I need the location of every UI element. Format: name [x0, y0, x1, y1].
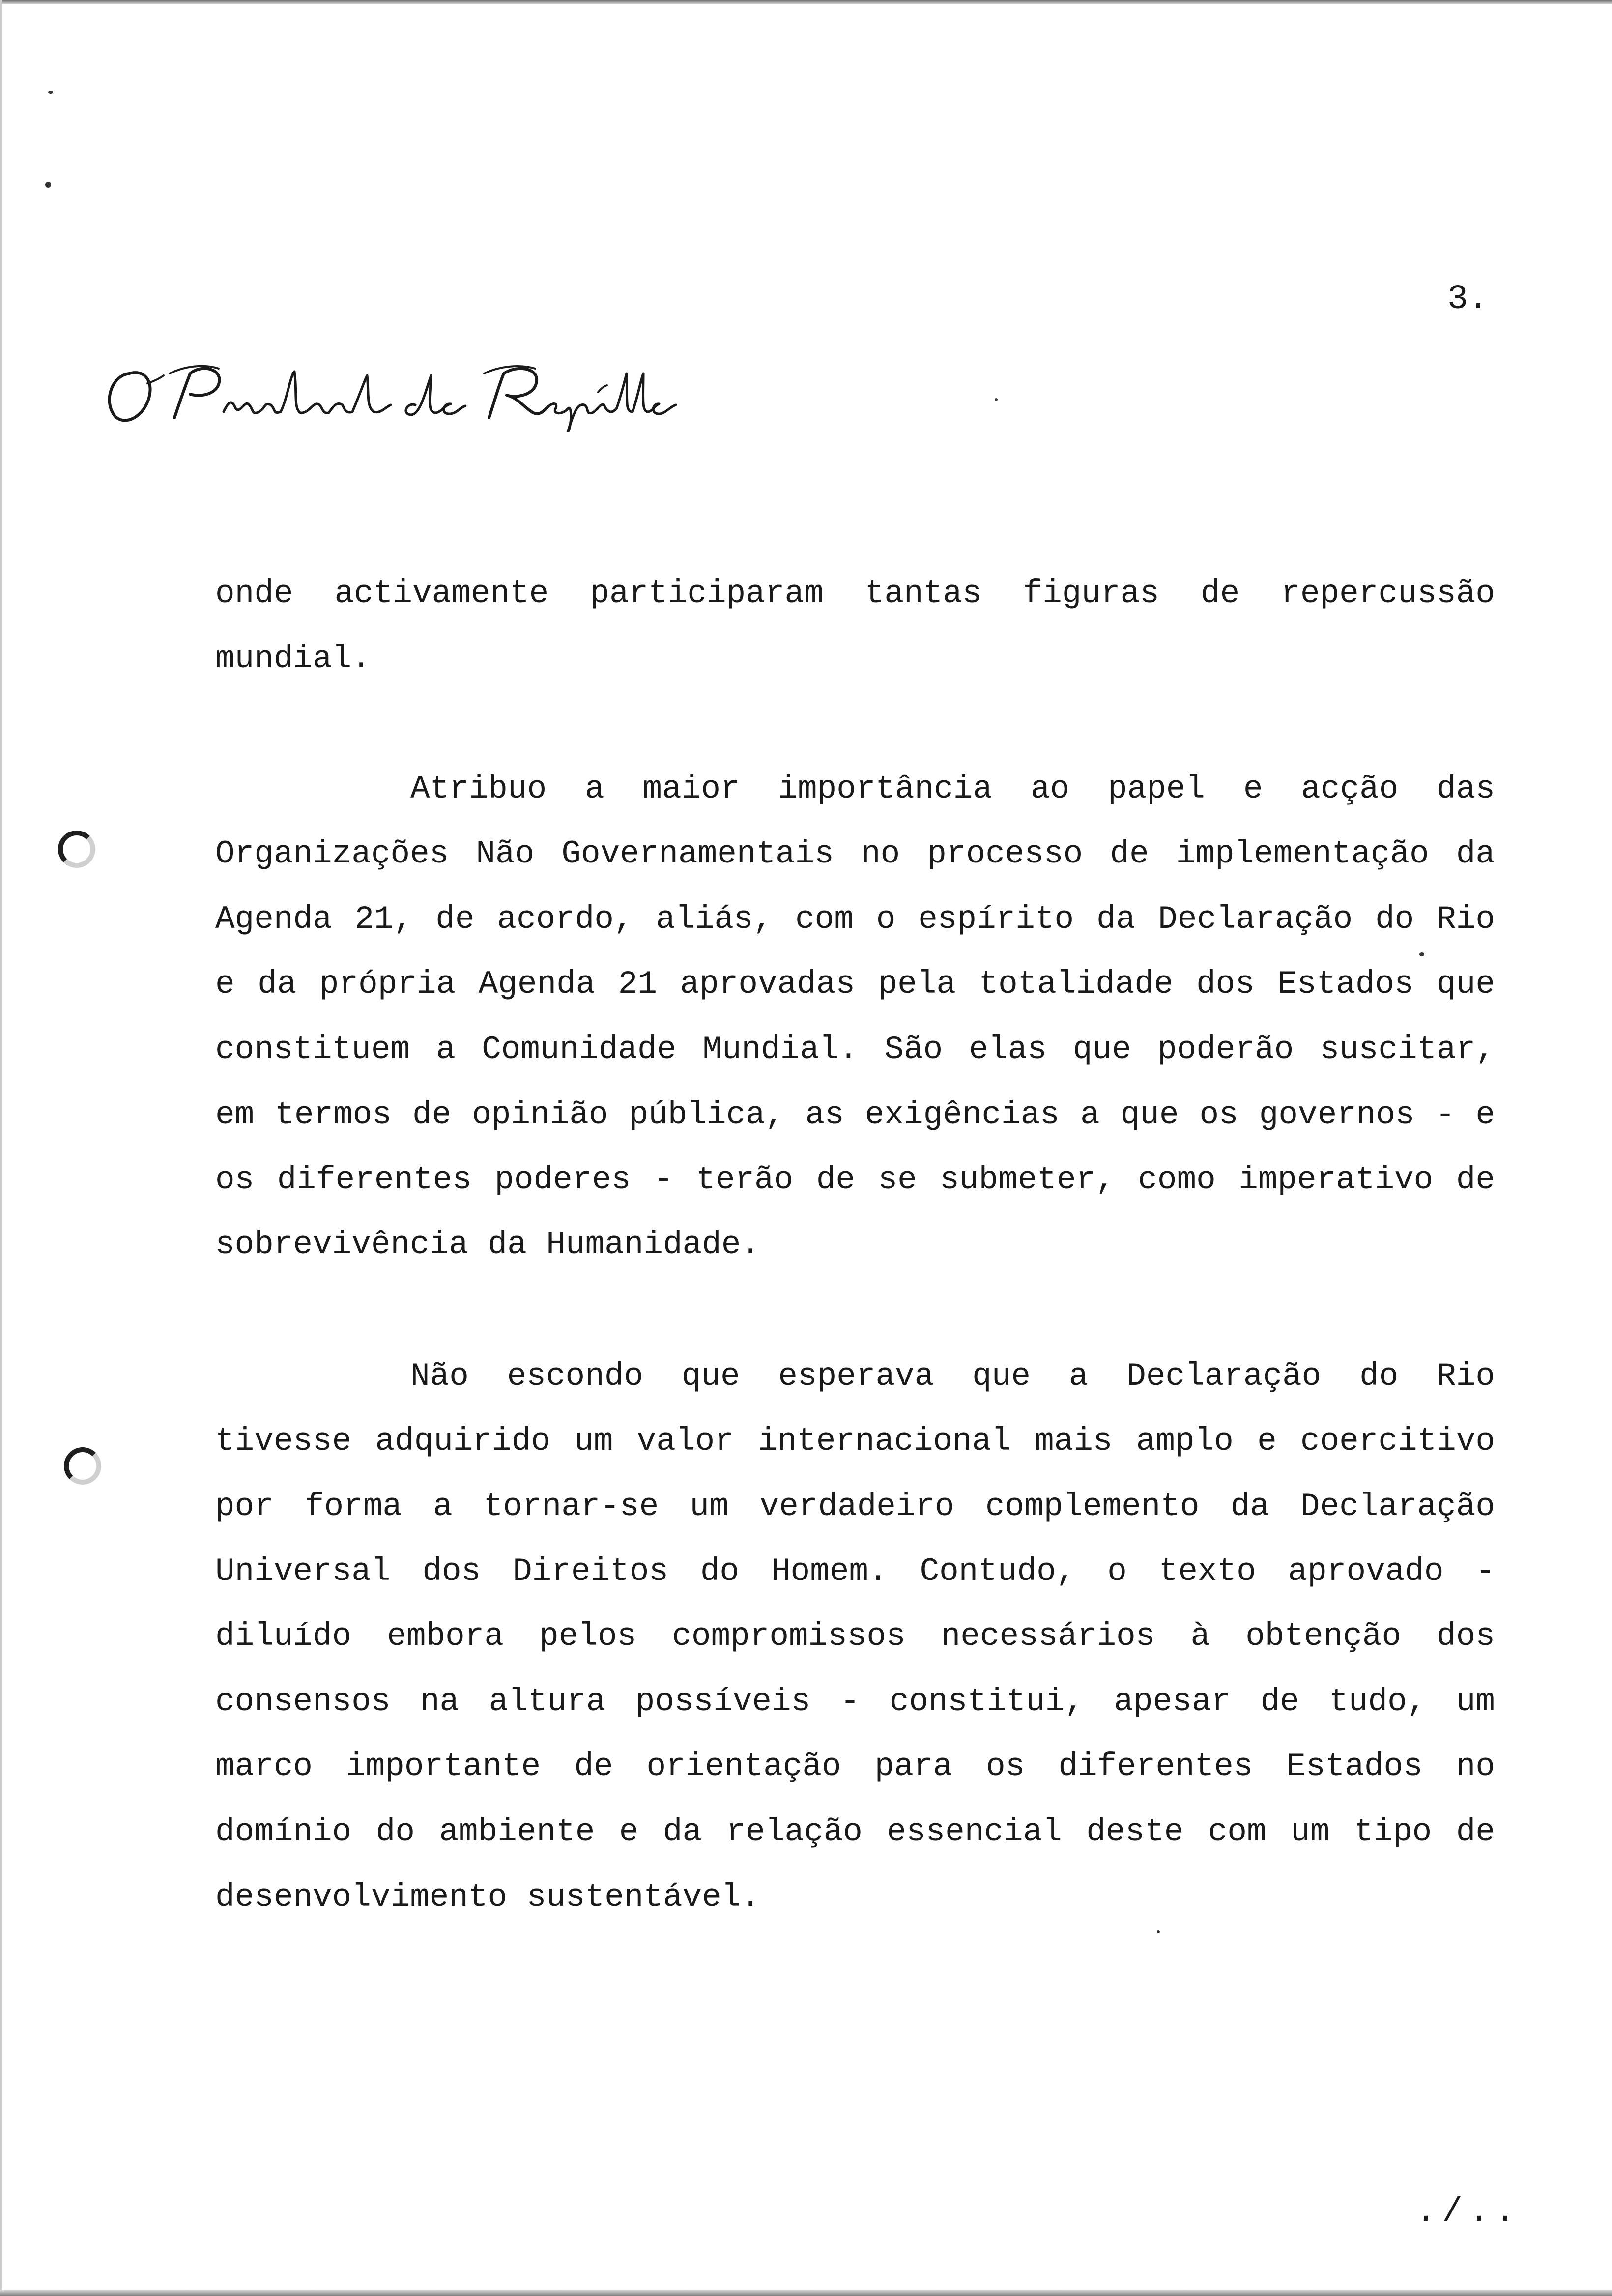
letterhead-signature [101, 354, 681, 435]
scan-top-edge [0, 0, 1612, 4]
text-line: domínio do ambiente e da relação essencial deste com um tipo de [215, 1813, 1495, 1850]
punch-hole [64, 1447, 101, 1485]
text-line: Não escondo que esperava que a Declaração do Rio [410, 1358, 1495, 1395]
scan-left-edge [0, 0, 2, 2296]
text-line: e da própria Agenda 21 aprovadas pela totalidade dos Estados que [215, 966, 1495, 1003]
page-number: 3. [1447, 280, 1489, 319]
text-line: os diferentes poderes - terão de se submeter, como imperativo de [215, 1161, 1495, 1198]
continuation-mark: ./.. [1415, 2193, 1522, 2232]
text-line: desenvolvimento sustentável. [215, 1879, 760, 1916]
scan-speck [995, 398, 998, 401]
scan-speck [48, 91, 53, 94]
scan-speck [1419, 952, 1424, 956]
text-line: Universal dos Direitos do Homem. Contudo, o texto aprovado - [215, 1553, 1495, 1590]
text-line: constituem a Comunidade Mundial. São elas que poderão suscitar, [215, 1031, 1495, 1068]
letterhead-script-image [101, 354, 681, 432]
text-line: Atribuo a maior importância ao papel e acção das [410, 771, 1495, 807]
text-line: mundial. [215, 640, 371, 677]
text-line: diluído embora pelos compromissos necessários à obtenção dos [215, 1618, 1495, 1655]
text-line: consensos na altura possíveis - constitui, apesar de tudo, um [215, 1683, 1495, 1720]
text-line: Organizações Não Governamentais no processo de implementação da [215, 835, 1495, 872]
text-line: sobrevivência da Humanidade. [215, 1226, 760, 1263]
scan-speck [1157, 1930, 1160, 1933]
text-line: marco importante de orientação para os diferentes Estados no [215, 1748, 1495, 1785]
text-line: por forma a tornar-se um verdadeiro complemento da Declaração [215, 1488, 1495, 1525]
scan-speck [45, 182, 51, 188]
text-line: Agenda 21, de acordo, aliás, com o espírito da Declaração do Rio [215, 901, 1495, 938]
text-line: em termos de opinião pública, as exigências a que os governos - e [215, 1096, 1495, 1133]
text-line: tivesse adquirido um valor internacional mais amplo e coercitivo [215, 1423, 1495, 1460]
punch-hole [58, 831, 95, 868]
scan-bottom-edge [0, 2290, 1612, 2296]
text-line: onde activamente participaram tantas figuras de repercussão [215, 575, 1495, 612]
